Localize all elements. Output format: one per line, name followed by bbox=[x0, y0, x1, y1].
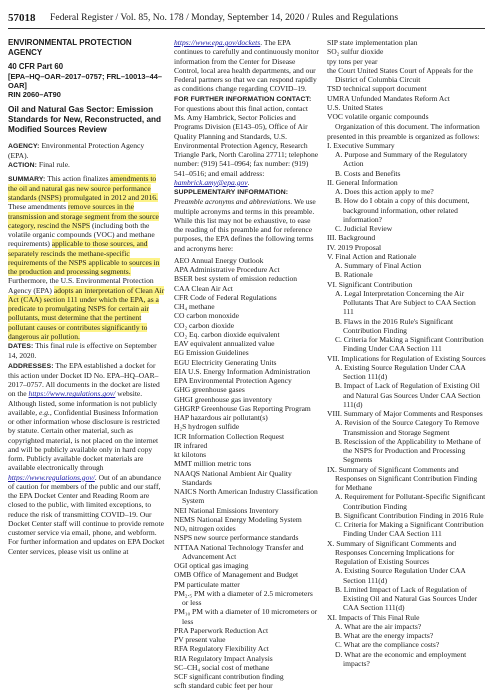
toc-entry: C. What are the compliance costs? bbox=[335, 640, 440, 650]
acronym-entry: HAP hazardous air pollutant(s) bbox=[174, 413, 268, 422]
toc-entry: II. General Information bbox=[327, 177, 398, 187]
acronym-entry: NEI National Emissions Inventory bbox=[174, 505, 279, 515]
toc-entry: B. What are the energy impacts? bbox=[335, 631, 434, 640]
toc-entry: I. Executive Summary bbox=[327, 140, 395, 150]
addresses-text-c: , Confidential Business Information or other information whose disclosure is restricted by statute. Certain other material, such as copyrighted material, is not placed on the internet and will be publicly available only in hard copy form. Publicly available docket materials are available electronically through bbox=[8, 407, 160, 473]
toc-entry: VII. Implications for Regulation of Existing Sources bbox=[327, 353, 486, 363]
acronym-entry: CH₄ methane bbox=[174, 302, 215, 311]
agency-label: AGENCY: bbox=[8, 142, 40, 150]
toc-entry: B. Flaws in the 2016 Rule's Significant Contribution Finding bbox=[335, 316, 454, 335]
acronym-entry: VOC volatile organic compounds bbox=[327, 112, 429, 121]
acronym-entry: CFR Code of Federal Regulations bbox=[174, 292, 277, 302]
acronym-entry: SO₂ sulfur dioxide bbox=[327, 47, 384, 57]
table-of-contents bbox=[327, 141, 487, 668]
regulations-gov-link-2[interactable]: https://www.regulations.gov/ bbox=[8, 472, 95, 482]
summary-text-b: These amendments bbox=[8, 202, 68, 212]
toc-entry: VIII. Summary of Major Comments and Responses bbox=[327, 409, 483, 418]
agency-text: Environmental Protection Agency (EPA). bbox=[8, 140, 145, 161]
toc-entry: B. Costs and Benefits bbox=[335, 168, 401, 178]
acronym-entry: PV present value bbox=[174, 635, 226, 644]
column-1 bbox=[8, 38, 166, 556]
action-label: ACTION: bbox=[8, 162, 38, 170]
supplementary-text: We use multiple acronyms and terms in this preamble. While this list may not be exhaustive, to ease the reading of this preamble and for reference purposes, the EPA defines the following terms and acronyms here: bbox=[174, 197, 316, 253]
toc-entry: III. Background bbox=[327, 233, 376, 243]
addresses-text-a: The EPA established a docket for this action under Docket ID No. EPA–HQ–OAR–2017–0757. All documents in the docket are listed on the bbox=[8, 360, 160, 399]
toc-entry: B. Rescission of the Applicability to Methane of the NSPS for Production and Processing Segments bbox=[335, 436, 481, 465]
toc-entry: A. Purpose and Summary of the Regulatory Action bbox=[335, 150, 468, 169]
epa-dockets-link[interactable]: https://www.epa.gov/dockets bbox=[174, 38, 261, 47]
acronym-entry: NOₓ nitrogen oxides bbox=[174, 524, 236, 533]
acronym-entry: tpy tons per year bbox=[327, 56, 378, 66]
acronym-entry: APA Administrative Procedure Act bbox=[174, 265, 280, 274]
toc-entry: C. Criteria for Making a Significant Contribution Finding Under CAA Section 111 bbox=[335, 520, 484, 539]
summary-highlight-1: amendments to the oil and natural gas new source performance standards (NSPS) promulgated in 2012 and 2016. bbox=[8, 173, 158, 203]
acronym-entry: OMB Office of Management and Budget bbox=[174, 570, 299, 580]
addresses-eg: e.g. bbox=[39, 407, 50, 417]
acronym-entry: U.S. United States bbox=[327, 102, 383, 112]
supplementary-paragraph bbox=[174, 187, 319, 253]
addresses-continued-text: . The EPA continues to carefully and continuously monitor information from the Center for Disease Control, local area health departments, and our Federal partners so that we can respond rapidly as conditions change regarding COVID–19. bbox=[174, 38, 319, 94]
toc-entry: A. Does this action apply to me? bbox=[335, 187, 434, 196]
acronym-entry: NEMS National Energy Modeling System bbox=[174, 514, 302, 524]
addresses-label: ADDRESSES: bbox=[8, 362, 54, 370]
acronym-list-continued bbox=[327, 38, 487, 121]
toc-entry: IV. 2019 Proposal bbox=[327, 242, 382, 252]
summary-text-a: This action finalizes bbox=[47, 173, 111, 183]
toc-entry: IX. Summary of Significant Comments and Responses on Significant Contribution Finding for Methane bbox=[327, 464, 478, 492]
toc-entry: B. How do I obtain a copy of this document, background information, other related information? bbox=[335, 196, 470, 224]
acronym-entry: GHGRP Greenhouse Gas Reporting Program bbox=[174, 403, 311, 413]
contact-paragraph bbox=[174, 94, 319, 188]
toc-entry: A. Requirement for Pollutant-Specific Significant Contribution Finding bbox=[335, 492, 486, 511]
acronym-entry: CAA Clean Air Act bbox=[174, 283, 233, 293]
acronym-entry: PM₁₀ PM with a diameter of 10 micrometers or less bbox=[174, 607, 318, 626]
acronym-entry: the Court United States Court of Appeals for the District of Columbia Circuit bbox=[327, 65, 473, 84]
acronym-entry: CO₂ carbon dioxide bbox=[174, 320, 235, 330]
acronym-entry: MMT million metric tons bbox=[174, 459, 252, 469]
acronym-entry: kt kilotons bbox=[174, 450, 207, 459]
toc-entry: A. Legal Interpretation Concerning the Air Pollutants That Are Subject to CAA Section 111 bbox=[335, 288, 476, 317]
toc-entry: VI. Significant Contribution bbox=[327, 279, 413, 289]
contact-period: . bbox=[247, 177, 250, 187]
docket-number: [EPA–HQ–OAR–2017–0757; FRL–10013–44–OAR] bbox=[8, 72, 162, 91]
summary-highlight-2: remove sources in the transmission and storage segment from the source category, rescind the NSPS bbox=[8, 202, 159, 230]
summary-label: SUMMARY: bbox=[8, 175, 46, 183]
toc-entry: A. Existing Source Regulation Under CAA Section 111(d) bbox=[335, 362, 466, 381]
agency-heading: ENVIRONMENTAL PROTECTION AGENCY bbox=[8, 38, 132, 57]
toc-entry: A. Summary of Final Action bbox=[335, 261, 422, 270]
page-number: 57018 bbox=[8, 12, 36, 24]
acronym-entry: H₂S hydrogen sulfide bbox=[174, 422, 240, 432]
contact-email-link[interactable]: hambrick.amy@epa.gov bbox=[174, 177, 248, 187]
toc-entry: A. What are the air impacts? bbox=[335, 621, 422, 631]
organization-paragraph: Organization of this document. The information presented in this preamble is organized as follows: bbox=[327, 122, 480, 141]
addresses-paragraph bbox=[8, 361, 166, 556]
rule-title: Oil and Natural Gas Sector: Emission Standards for New, Reconstructed, and Modified Sources Review bbox=[8, 105, 162, 135]
toc-entry: V. Final Action and Rationale bbox=[327, 251, 417, 261]
agency-paragraph bbox=[8, 141, 166, 161]
column-3 bbox=[327, 38, 487, 668]
acronym-entry: PM particulate matter bbox=[174, 579, 240, 589]
regulations-gov-link[interactable]: https://www.regulations.gov/ bbox=[28, 389, 116, 399]
dates-label: DATES: bbox=[8, 343, 34, 351]
acronym-entry: SC–CH₄ social cost of methane bbox=[174, 662, 270, 672]
toc-entry: B. Limited Impact of Lack of Regulation of Existing Oil and Natural Gas Sources Under CAA Section 111(d) bbox=[335, 584, 478, 613]
action-text: Final rule. bbox=[38, 160, 70, 170]
acronym-entry: CO carbon monoxide bbox=[174, 311, 239, 321]
acronym-entry: scfh standard cubic feet per hour bbox=[174, 681, 273, 691]
acronym-entry: TSD technical support document bbox=[327, 84, 427, 94]
addresses-text-b: website. Although listed, some information is not publicly available, bbox=[8, 389, 158, 417]
contact-label: FOR FURTHER INFORMATION CONTACT: bbox=[174, 95, 312, 103]
acronym-entry: SCF significant contribution finding bbox=[174, 672, 284, 681]
acronym-entry: AEO Annual Energy Outlook bbox=[174, 255, 264, 265]
acronym-entry: EPA Environmental Protection Agency bbox=[174, 376, 292, 385]
acronym-entry: RIA Regulatory Impact Analysis bbox=[174, 653, 273, 663]
acronym-entry: UMRA Unfunded Mandates Reform Act bbox=[327, 93, 450, 103]
supplementary-label: SUPPLEMENTARY INFORMATION: bbox=[174, 189, 289, 196]
acronym-entry: RFA Regulatory Flexibility Act bbox=[174, 644, 269, 654]
action-paragraph bbox=[8, 160, 166, 170]
toc-entry: C. Criteria for Making a Significant Contribution Finding Under CAA Section 111 bbox=[335, 335, 484, 354]
acronym-list bbox=[174, 256, 319, 691]
summary-text-d: Furthermore, the U.S. Environmental Protection Agency (EPA) bbox=[8, 276, 154, 295]
acronym-entry: EAV equivalent annualized value bbox=[174, 339, 275, 348]
column-2 bbox=[174, 38, 319, 691]
toc-entry: XI. Impacts of This Final Rule bbox=[327, 612, 420, 622]
summary-text-c: (including both the volatile organic compounds (VOC) and methane requirements) bbox=[8, 220, 155, 249]
toc-entry: C. Judicial Review bbox=[335, 224, 393, 233]
toc-entry: B. Impact of Lack of Regulation of Existing Oil and Natural Gas Sources Under CAA Section 111(d) bbox=[335, 381, 481, 409]
acronym-entry: BSER best system of emission reduction bbox=[174, 274, 298, 284]
summary-highlight-4: adopts an interpretation of Clean Air Act (CAA) section 111 under which the EPA, as a predicate to promulgating NSPS for certain air pollutants, must determine that the pertinent pollutant causes or contributes significantly to dangerous air pollution. bbox=[8, 285, 165, 341]
acronym-entry: ICR Information Collection Request bbox=[174, 431, 285, 441]
acronym-entry: EGU Electricity Generating Units bbox=[174, 357, 277, 367]
addresses-text-d: . Out of an abundance of caution for members of the public and our staff, the EPA Docket Center and Reading Room are closed to the public, with limited exceptions, to reduce the risk of transmitting COVID–19. Our Docket Center staff will continue to provide remote customer service via email, phone, and webform. For further information and updates on EPA Docket Center services, please visit us online at bbox=[8, 472, 165, 556]
toc-entry: D. What are the economic and employment impacts? bbox=[335, 649, 467, 668]
addresses-continued bbox=[174, 38, 319, 94]
acronym-entry: OGI optical gas imaging bbox=[174, 561, 249, 570]
cfr-part: 40 CFR Part 60 bbox=[8, 62, 64, 72]
acronym-entry: NSPS new source performance standards bbox=[174, 533, 299, 543]
acronym-entry: NAICS North American Industry Classification System bbox=[174, 487, 318, 506]
acronym-entry: PM₂.₅ PM with a diameter of 2.5 micrometers or less bbox=[174, 588, 313, 607]
toc-entry: B. Significant Contribution Finding in 2016 Rule bbox=[335, 510, 484, 520]
acronym-entry: PRA Paperwork Reduction Act bbox=[174, 625, 269, 635]
toc-entry: A. Revision of the Source Category To Remove Transmission and Storage Segment bbox=[335, 418, 480, 437]
toc-entry: A. Existing Source Regulation Under CAA Section 111(d) bbox=[335, 566, 466, 585]
summary-highlight-3: applicable to those sources, and separately rescinds the methane-specific requirements of the NSPS applicable to sources in the production and processing segments. bbox=[8, 239, 160, 277]
acronym-entry: CO₂ Eq. carbon dioxide equivalent bbox=[174, 329, 280, 339]
acronym-entry: IR infrared bbox=[174, 440, 208, 450]
acronym-entry: GHG greenhouse gases bbox=[174, 385, 245, 395]
supplementary-italic: Preamble acronyms and abbreviations. bbox=[174, 197, 293, 207]
contact-text: For questions about this final action, contact Ms. Amy Hambrick, Sector Policies and Programs Division (E143–05), Office of Air Quality Planning and Standards, U.S. Environmental Protection Agency, Research Triangle Park, North Carolina 27711; telephone number: (919) 541–0964; fax number: (919) 541–0516; and email address: bbox=[174, 103, 319, 178]
acronym-entry: NAAQS National Ambient Air Quality Standards bbox=[174, 468, 292, 487]
rin-number: RIN 2060–AT90 bbox=[8, 90, 61, 100]
acronym-entry: SIP state implementation plan bbox=[327, 38, 418, 47]
acronym-entry: GHGI greenhouse gas inventory bbox=[174, 394, 272, 404]
toc-entry: X. Summary of Significant Comments and Responses Concerning Implications for Regulation of Existing Sources bbox=[327, 538, 457, 566]
page-header bbox=[0, 0, 493, 36]
acronym-entry: NTTAA National Technology Transfer and Advancement Act bbox=[174, 542, 304, 561]
toc-entry: B. Rationale bbox=[335, 270, 373, 280]
dates-paragraph bbox=[8, 341, 166, 361]
acronym-entry: EG Emission Guidelines bbox=[174, 348, 249, 358]
running-head: Federal Register / Vol. 85, No. 178 / Monday, September 14, 2020 / Rules and Regulations bbox=[50, 12, 399, 23]
dates-text: This final rule is effective on September 14, 2020. bbox=[8, 341, 157, 361]
summary-paragraph bbox=[8, 174, 166, 342]
acronym-entry: EIA U.S. Energy Information Administration bbox=[174, 366, 311, 376]
header-divider bbox=[8, 28, 485, 29]
